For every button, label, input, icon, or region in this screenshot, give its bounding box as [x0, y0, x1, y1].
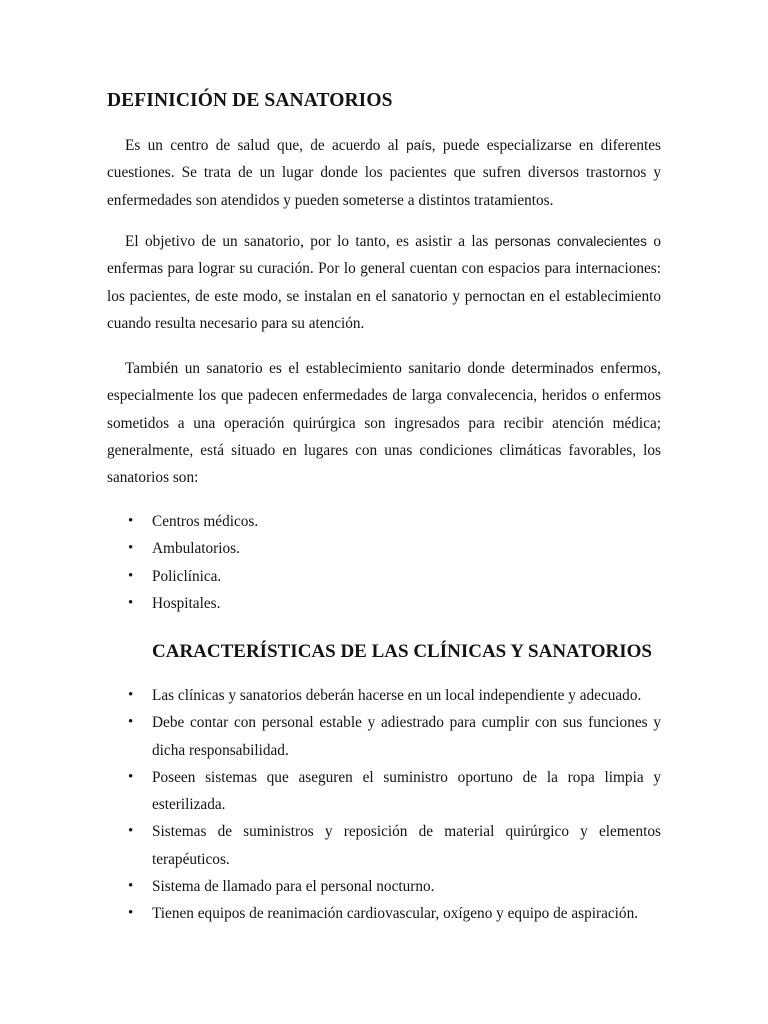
sanatorium-types-list [107, 508, 661, 617]
list-item: • Las clínicas y sanatorios deberán hacerse en un local independiente y adecuado. [107, 682, 661, 709]
characteristics-list [107, 682, 661, 928]
paragraph-establishment: También un sanatorio es el establecimiento sanitario donde determinados enfermos, especialmente los que padecen enfermedades de larga convalecencia, heridos o enfermos sometidos a una operación quirúrgica son ingresados para recibir atención médica; generalmente, está situado en lugares con unas condiciones climáticas favorables, los sanatorios son: [107, 360, 661, 487]
list-item: • Policlínica. [107, 563, 661, 590]
paragraph-definition [107, 132, 661, 214]
list-item: • Hospitales. [107, 590, 661, 617]
list-item: • Debe contar con personal estable y adiestrado para cumplir con sus funciones y dicha responsabilidad. [107, 709, 661, 764]
paragraph-text: o enfermas para lograr su curación. Por lo general cuentan con espacios para internaciones: los pacientes, de este modo, se instalan en el sanatorio y pernoctan en el establecimiento cuando resulta necesario para su atención. [107, 233, 661, 332]
paragraph-text: Es un centro de salud que, de acuerdo al [125, 137, 407, 154]
list-item: • Sistema de llamado para el personal nocturno. [107, 873, 661, 900]
link-pais[interactable]: país [406, 138, 432, 153]
list-item: • Poseen sistemas que aseguren el suministro oportuno de la ropa limpia y esterilizada. [107, 764, 661, 819]
paragraph-objective [107, 228, 661, 337]
list-item: • Tienen equipos de reanimación cardiovascular, oxígeno y equipo de aspiración. [107, 900, 661, 927]
list-item: • Centros médicos. [107, 508, 661, 535]
list-item: • Sistemas de suministros y reposición de material quirúrgico y elementos terapéuticos. [107, 818, 661, 873]
paragraph-text: , puede especializarse en diferentes cuestiones. Se trata de un lugar donde los pacientes que sufren diversos trastornos y enfermedades son atendidos y pueden someterse a distintos tratamientos. [107, 137, 661, 209]
page-title: DEFINICIÓN DE SANATORIOS [107, 90, 393, 111]
list-item: • Ambulatorios. [107, 535, 661, 562]
section-heading: CARACTERÍSTICAS DE LAS CLÍNICAS Y SANATORIOS [152, 641, 652, 662]
link-personas-convalecientes[interactable]: personas convalecientes [494, 234, 647, 249]
paragraph-text: El objetivo de un sanatorio, por lo tanto, es asistir a las [125, 233, 495, 250]
